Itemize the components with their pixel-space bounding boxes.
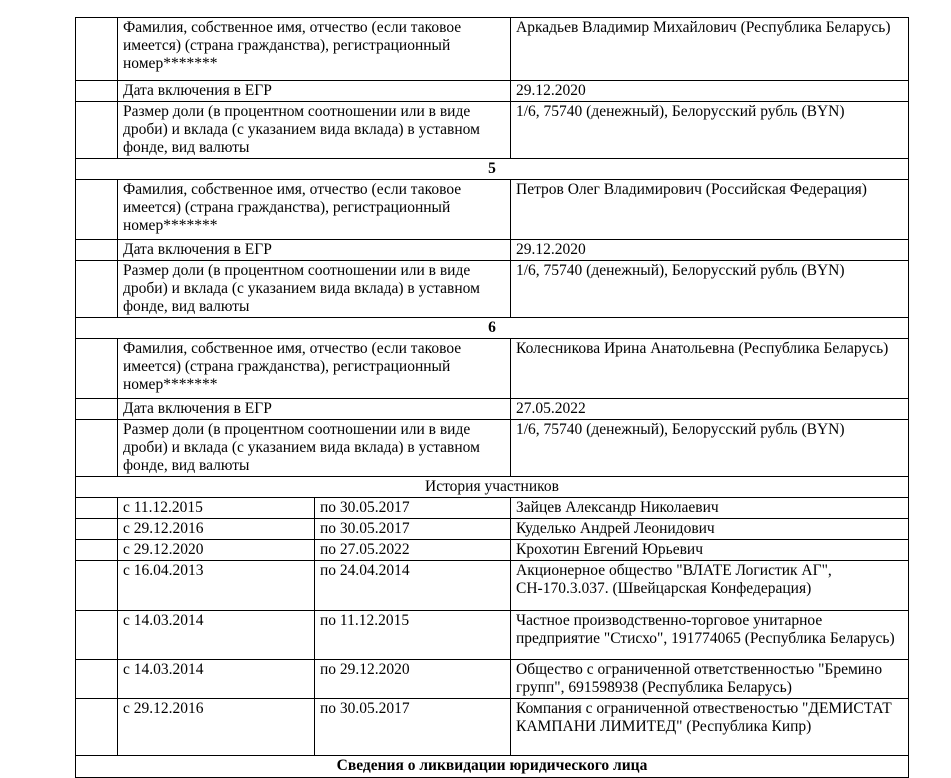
history-participant: Акционерное общество "ВЛАТЕ Логистик АГ", СН-170.3.037. (Швейцарская Конфедерация) <box>511 561 909 611</box>
participant-number: 6 <box>76 318 909 339</box>
liquidation-section-header: Сведения о ликвидации юридического лица <box>76 756 909 778</box>
table-row <box>76 240 909 261</box>
history-participant: Частное производственно-торговое унитарное предприятие "Стисхо", 191774065 (Республика Беларусь) <box>511 611 909 660</box>
participant-name-value: Петров Олег Владимирович (Российская Федерация) <box>511 180 909 240</box>
history-from: с 29.12.2020 <box>118 540 315 561</box>
row-number-cell <box>76 540 118 561</box>
table-row <box>76 18 909 81</box>
row-number-cell <box>76 102 118 159</box>
history-to: по 30.05.2017 <box>315 699 511 756</box>
share-size-value: 1/6, 75740 (денежный), Белорусский рубль (BYN) <box>511 102 909 159</box>
table-row <box>76 339 909 399</box>
share-size-label: Размер доли (в процентном соотношении или в виде дроби) и вклада (с указанием вида вклада) в уставном фонде, вид валюты <box>118 102 511 159</box>
history-row <box>76 540 909 561</box>
row-number-cell <box>76 699 118 756</box>
history-participant: Зайцев Александр Николаевич <box>511 498 909 519</box>
history-section-header: История участников <box>76 477 909 498</box>
table-row <box>76 477 909 498</box>
history-row <box>76 660 909 699</box>
participant-name-value: Колесникова Ирина Анатольевна (Республика Беларусь) <box>511 339 909 399</box>
history-from: с 11.12.2015 <box>118 498 315 519</box>
history-row <box>76 519 909 540</box>
history-participant: Куделько Андрей Леонидович <box>511 519 909 540</box>
history-from: с 29.12.2016 <box>118 699 315 756</box>
history-to: по 24.04.2014 <box>315 561 511 611</box>
table-row <box>76 261 909 318</box>
share-size-value: 1/6, 75740 (денежный), Белорусский рубль (BYN) <box>511 420 909 477</box>
table-row <box>76 399 909 420</box>
history-row <box>76 561 909 611</box>
history-to: по 27.05.2022 <box>315 540 511 561</box>
row-number-cell <box>76 399 118 420</box>
row-number-cell <box>76 18 118 81</box>
egr-date-value: 29.12.2020 <box>511 81 909 102</box>
history-from: с 29.12.2016 <box>118 519 315 540</box>
history-to: по 29.12.2020 <box>315 660 511 699</box>
egr-table <box>75 17 909 778</box>
row-number-cell <box>76 611 118 660</box>
history-participant: Крохотин Евгений Юрьевич <box>511 540 909 561</box>
participant-name-label: Фамилия, собственное имя, отчество (если таковое имеется) (страна гражданства), регистрационный номер******* <box>118 339 511 399</box>
egr-date-value: 29.12.2020 <box>511 240 909 261</box>
history-from: с 14.03.2014 <box>118 611 315 660</box>
participant-number: 5 <box>76 159 909 180</box>
egr-date-label: Дата включения в ЕГР <box>118 81 511 102</box>
participant-name-value: Аркадьев Владимир Михайлович (Республика Беларусь) <box>511 18 909 81</box>
row-number-cell <box>76 660 118 699</box>
row-number-cell <box>76 180 118 240</box>
row-number-cell <box>76 81 118 102</box>
history-to: по 30.05.2017 <box>315 519 511 540</box>
history-row <box>76 498 909 519</box>
history-row <box>76 611 909 660</box>
history-from: с 14.03.2014 <box>118 660 315 699</box>
share-size-label: Размер доли (в процентном соотношении или в виде дроби) и вклада (с указанием вида вклада) в уставном фонде, вид валюты <box>118 420 511 477</box>
history-to: по 11.12.2015 <box>315 611 511 660</box>
table-row <box>76 102 909 159</box>
table-row <box>76 81 909 102</box>
row-number-cell <box>76 261 118 318</box>
table-row <box>76 420 909 477</box>
egr-date-value: 27.05.2022 <box>511 399 909 420</box>
history-from: с 16.04.2013 <box>118 561 315 611</box>
participant-name-label: Фамилия, собственное имя, отчество (если таковое имеется) (страна гражданства), регистрационный номер******* <box>118 180 511 240</box>
row-number-cell <box>76 240 118 261</box>
history-participant: Общество с ограниченной ответственностью "Бремино групп", 691598938 (Республика Беларусь) <box>511 660 909 699</box>
participant-name-label: Фамилия, собственное имя, отчество (если таковое имеется) (страна гражданства), регистрационный номер******* <box>118 18 511 81</box>
row-number-cell <box>76 498 118 519</box>
row-number-cell <box>76 420 118 477</box>
table-row <box>76 159 909 180</box>
history-row <box>76 699 909 756</box>
egr-date-label: Дата включения в ЕГР <box>118 399 511 420</box>
table-row <box>76 756 909 778</box>
egr-date-label: Дата включения в ЕГР <box>118 240 511 261</box>
row-number-cell <box>76 339 118 399</box>
share-size-value: 1/6, 75740 (денежный), Белорусский рубль (BYN) <box>511 261 909 318</box>
table-row <box>76 318 909 339</box>
history-participant: Компания с ограниченной отвественостью "ДЕМИСТАТ КАМПАНИ ЛИМИТЕД" (Республика Кипр) <box>511 699 909 756</box>
row-number-cell <box>76 561 118 611</box>
row-number-cell <box>76 519 118 540</box>
history-to: по 30.05.2017 <box>315 498 511 519</box>
table-row <box>76 180 909 240</box>
share-size-label: Размер доли (в процентном соотношении или в виде дроби) и вклада (с указанием вида вклада) в уставном фонде, вид валюты <box>118 261 511 318</box>
